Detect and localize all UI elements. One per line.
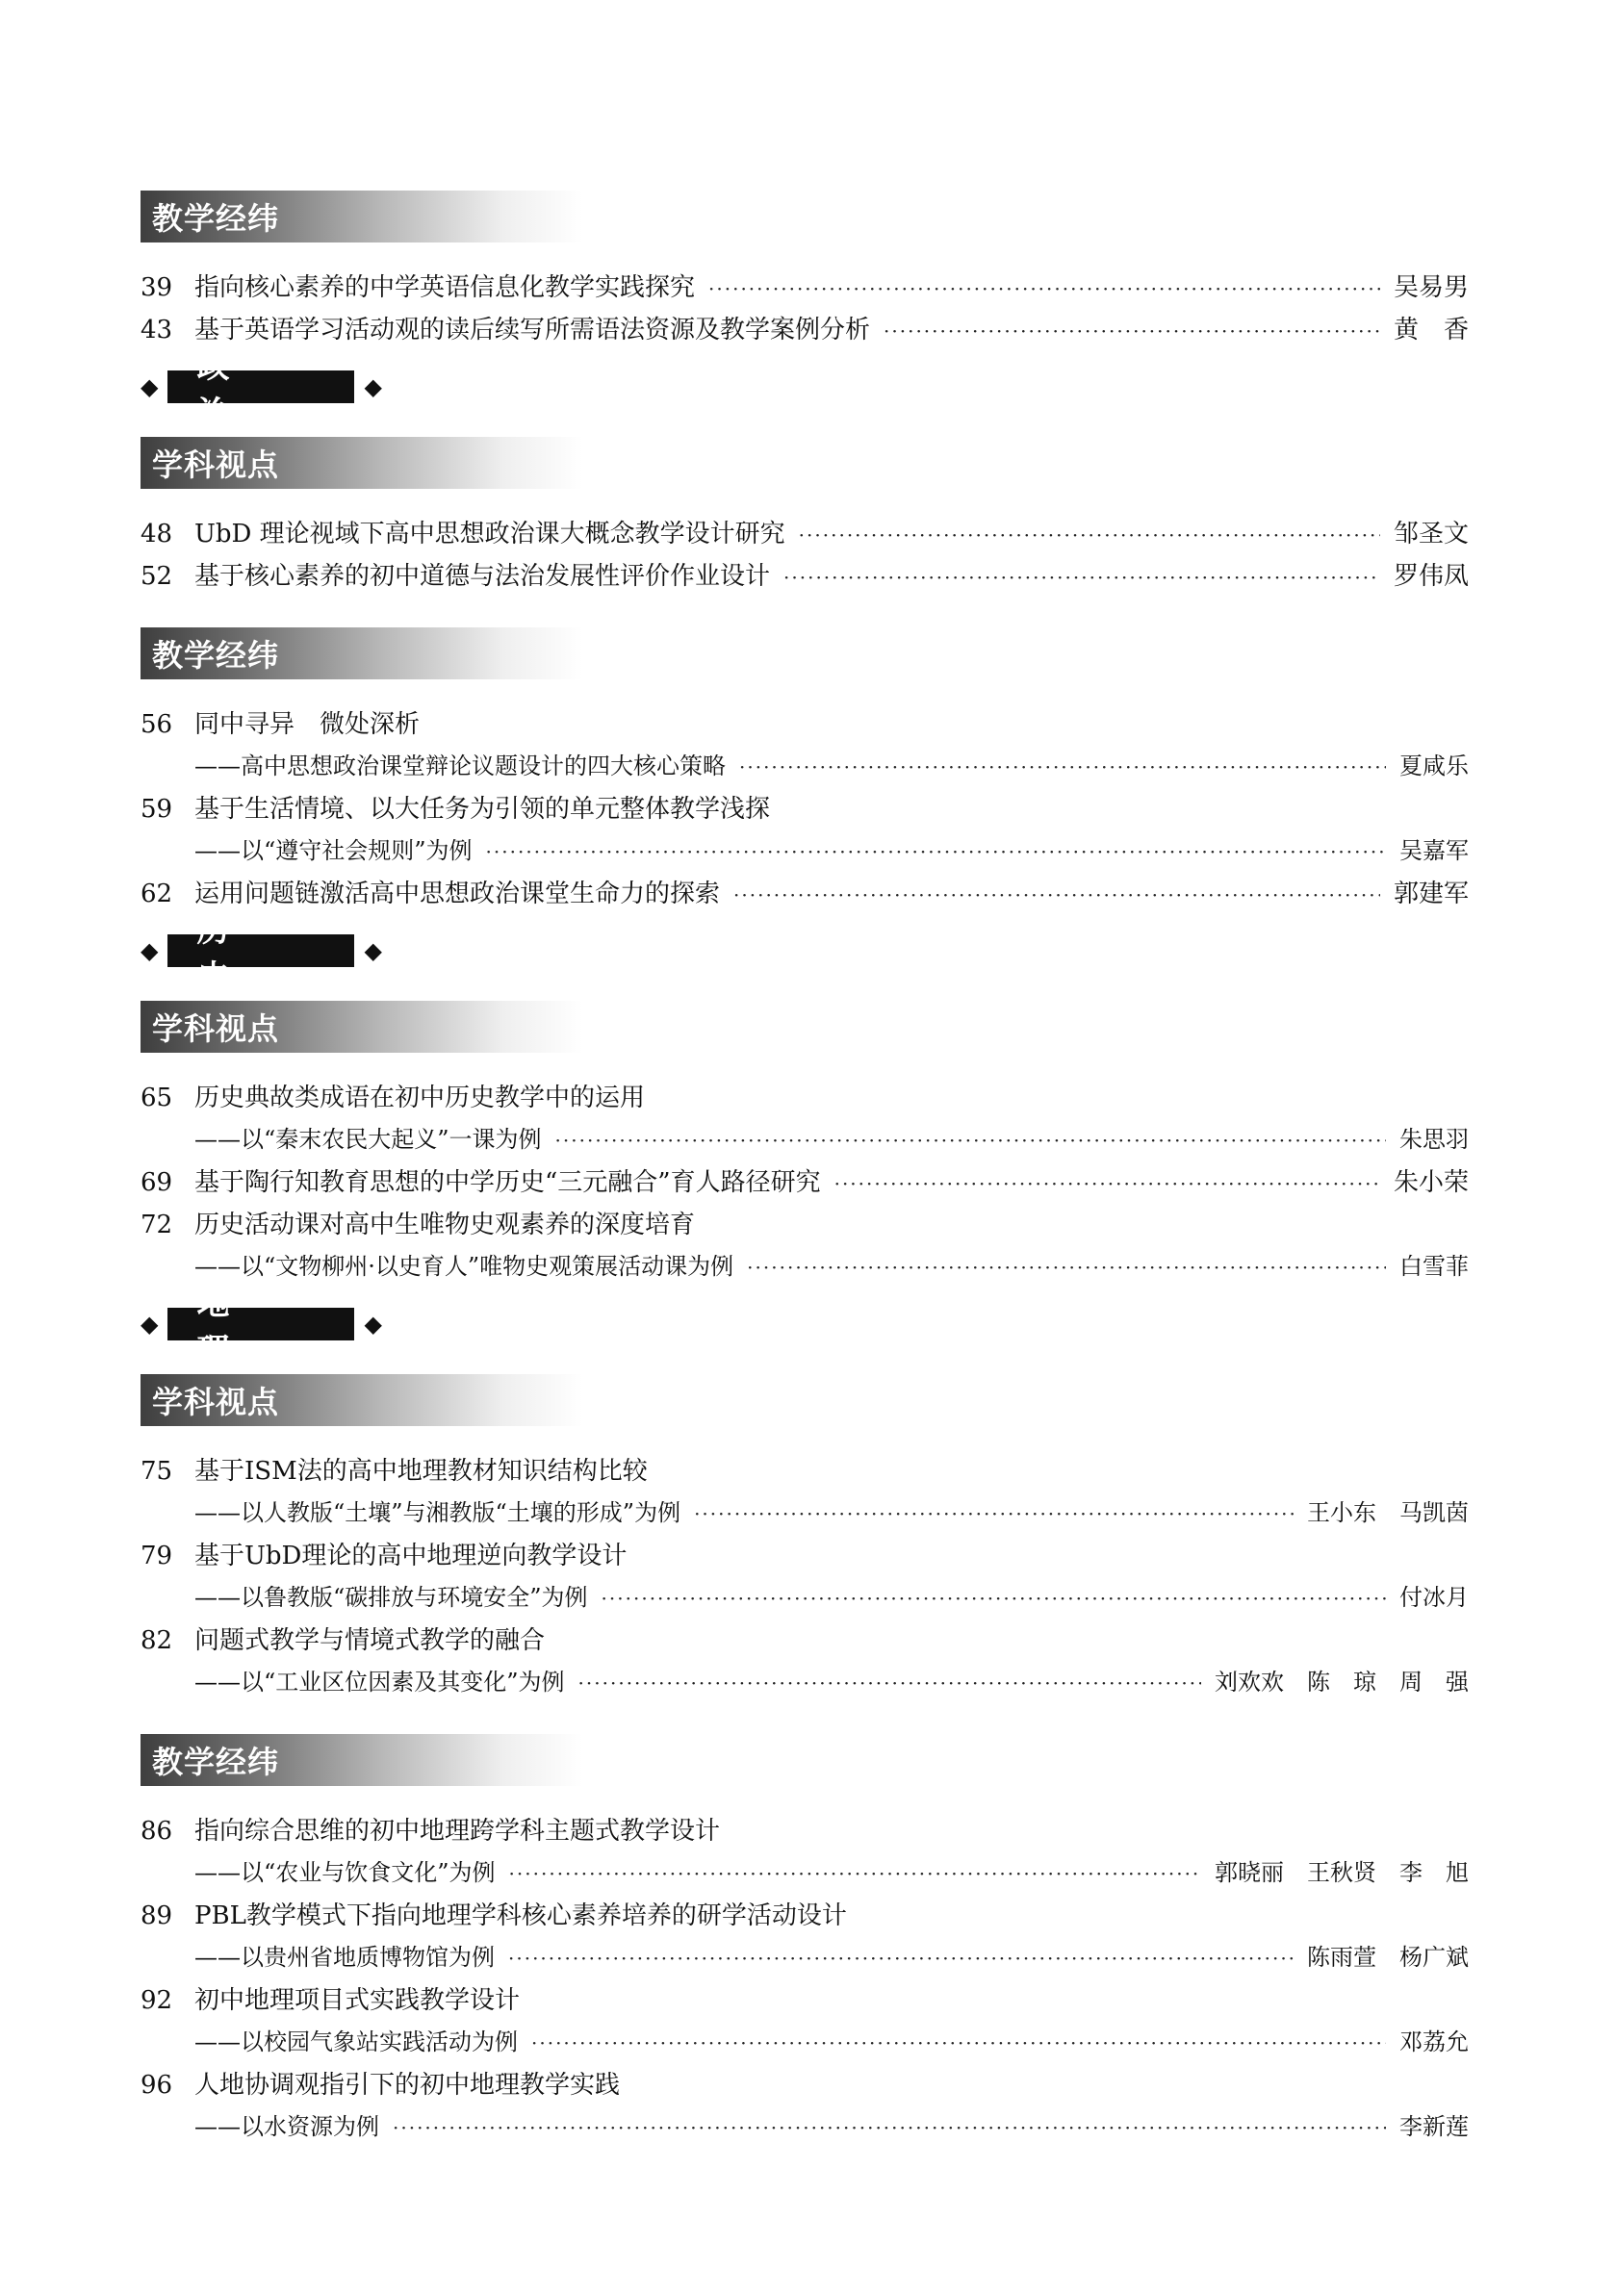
article-subtitle: ——以“农业与饮食文化”为例 <box>194 1859 496 1886</box>
article-subtitle: ——以校园气象站实践活动为例 <box>194 2028 518 2055</box>
section-header <box>141 191 583 242</box>
section-header <box>141 1001 583 1053</box>
toc-entry-subtitle[interactable] <box>141 1853 1469 1896</box>
article-title: 基于生活情境、以大任务为引领的单元整体教学浅探 <box>194 795 771 824</box>
leader-dots <box>708 277 1380 300</box>
section-header <box>141 1734 583 1786</box>
article-author: 付冰月 <box>1399 1584 1469 1611</box>
page-number: 89 <box>141 1901 173 1930</box>
article-title: 指向综合思维的初中地理跨学科主题式教学设计 <box>194 1817 721 1846</box>
article-title: 运用问题链激活高中思想政治课堂生命力的探索 <box>194 880 721 908</box>
toc-entry-subtitle[interactable] <box>141 2107 1469 2150</box>
page-number: 96 <box>141 2071 173 2100</box>
toc-entry[interactable] <box>141 1162 1469 1205</box>
diamond-icon: ◆ <box>141 1311 159 1338</box>
article-subtitle: ——以“工业区位因素及其变化”为例 <box>194 1669 565 1696</box>
article-author: 王小东 马凯茵 <box>1307 1499 1469 1526</box>
toc-entry[interactable] <box>141 1451 1469 1493</box>
diamond-icon: ◆ <box>364 1311 382 1338</box>
article-author: 邓荔允 <box>1399 2028 1469 2055</box>
subject-header <box>141 1285 1469 1370</box>
article-title: 指向核心素养的中学英语信息化教学实践探究 <box>194 273 696 302</box>
subject-title: 地 理 <box>167 1308 354 1340</box>
page-number: 72 <box>141 1211 173 1239</box>
diamond-icon: ◆ <box>364 373 382 400</box>
subject-group <box>141 347 1469 916</box>
toc-entry[interactable] <box>141 1205 1469 1247</box>
toc-entry-subtitle[interactable] <box>141 1493 1469 1536</box>
article-author: 邹圣文 <box>1393 520 1469 548</box>
article-title: 基于ISM法的高中地理教材知识结构比较 <box>194 1457 648 1486</box>
article-author: 罗伟凤 <box>1393 562 1469 591</box>
toc-entry[interactable] <box>141 1896 1469 1938</box>
article-author: 刘欢欢 陈 琼 周 强 <box>1215 1669 1469 1696</box>
subject-group <box>141 911 1469 1289</box>
toc-entry[interactable] <box>141 2065 1469 2107</box>
leader-dots <box>884 319 1380 343</box>
toc-entry-subtitle[interactable] <box>141 831 1469 874</box>
subject-group <box>141 191 1469 352</box>
section-title: 学科视点 <box>152 1384 280 1420</box>
leader-dots <box>393 2116 1386 2139</box>
article-author: 陈雨萱 杨广斌 <box>1307 1944 1469 1971</box>
article-subtitle: ——以水资源为例 <box>194 2113 379 2140</box>
article-title: 基于UbD理论的高中地理逆向教学设计 <box>194 1542 628 1570</box>
leader-dots <box>555 1129 1386 1152</box>
article-title: 历史活动课对高中生唯物史观素养的深度培育 <box>194 1211 696 1239</box>
diamond-icon: ◆ <box>364 937 382 964</box>
article-author: 朱小荣 <box>1393 1168 1469 1197</box>
toc-entry-subtitle[interactable] <box>141 1663 1469 1705</box>
page-number: 43 <box>141 316 173 344</box>
page-number: 48 <box>141 520 173 548</box>
leader-dots <box>602 1587 1386 1610</box>
subject-title: 历 史 <box>167 934 354 967</box>
article-title: 人地协调观指引下的初中地理教学实践 <box>194 2071 621 2100</box>
article-author: 朱思羽 <box>1399 1126 1469 1153</box>
leader-dots <box>747 1256 1386 1279</box>
page-number: 69 <box>141 1168 173 1197</box>
toc-entry[interactable] <box>141 1078 1469 1120</box>
page-number: 59 <box>141 795 173 824</box>
toc-entry[interactable] <box>141 1620 1469 1663</box>
leader-dots <box>509 1862 1201 1885</box>
article-title: UbD 理论视域下高中思想政治课大概念教学设计研究 <box>194 520 785 548</box>
article-subtitle: ——高中思想政治课堂辩论议题设计的四大核心策略 <box>194 753 726 779</box>
leader-dots <box>694 1502 1294 1525</box>
leader-dots <box>508 1947 1294 1970</box>
leader-dots <box>531 2031 1386 2054</box>
toc-entry[interactable] <box>141 556 1469 599</box>
leader-dots <box>486 840 1386 863</box>
toc-entry[interactable] <box>141 1811 1469 1853</box>
leader-dots <box>578 1671 1201 1695</box>
article-subtitle: ——以鲁教版“碳排放与环境安全”为例 <box>194 1584 588 1611</box>
article-subtitle: ——以“遵守社会规则”为例 <box>194 837 473 864</box>
article-author: 李新莲 <box>1399 2113 1469 2140</box>
section-title: 教学经纬 <box>152 1744 280 1780</box>
diamond-icon: ◆ <box>141 373 159 400</box>
article-subtitle: ——以“秦末农民大起义”一课为例 <box>194 1126 542 1153</box>
section-title: 学科视点 <box>152 446 280 483</box>
page-number: 56 <box>141 710 173 739</box>
article-title: 历史典故类成语在初中历史教学中的运用 <box>194 1084 646 1112</box>
article-title: 基于陶行知教育思想的中学历史“三元融合”育人路径研究 <box>194 1168 821 1197</box>
section-title: 学科视点 <box>152 1010 280 1047</box>
leader-dots <box>783 566 1380 589</box>
toc-entry[interactable] <box>141 789 1469 831</box>
toc-entry[interactable] <box>141 514 1469 556</box>
page-number: 65 <box>141 1084 173 1112</box>
article-author: 郭晓丽 王秋贤 李 旭 <box>1215 1859 1469 1886</box>
subject-title: 政 治 <box>167 370 354 403</box>
article-title: 初中地理项目式实践教学设计 <box>194 1986 521 2015</box>
page-number: 82 <box>141 1626 173 1655</box>
article-author: 夏咸乐 <box>1399 753 1469 779</box>
article-subtitle: ——以贵州省地质博物馆为例 <box>194 1944 495 1971</box>
leader-dots <box>739 755 1386 778</box>
page-number: 92 <box>141 1986 173 2015</box>
article-subtitle: ——以“文物柳州·以史育人”唯物史观策展活动课为例 <box>194 1253 734 1280</box>
diamond-icon: ◆ <box>141 937 159 964</box>
article-author: 吴嘉军 <box>1399 837 1469 864</box>
subject-group <box>141 1285 1469 2150</box>
article-author: 白雪菲 <box>1399 1253 1469 1280</box>
subject-header <box>141 911 1469 997</box>
article-author: 吴易男 <box>1393 273 1469 302</box>
section-header <box>141 437 583 489</box>
toc-entry[interactable] <box>141 1980 1469 2023</box>
toc-entry-subtitle[interactable] <box>141 747 1469 789</box>
article-author: 黄 香 <box>1393 316 1469 344</box>
page-number: 52 <box>141 562 173 591</box>
article-author: 郭建军 <box>1393 880 1469 908</box>
article-title: 同中寻异 微处深析 <box>194 710 421 739</box>
table-of-contents <box>141 191 1469 2150</box>
section-header <box>141 627 583 679</box>
article-title: 基于英语学习活动观的读后续写所需语法资源及教学案例分析 <box>194 316 871 344</box>
toc-entry[interactable] <box>141 268 1469 310</box>
article-subtitle: ——以人教版“土壤”与湘教版“土壤的形成”为例 <box>194 1499 681 1526</box>
section-title: 教学经纬 <box>152 637 280 674</box>
section-header <box>141 1374 583 1426</box>
page-number: 62 <box>141 880 173 908</box>
article-title: 基于核心素养的初中道德与法治发展性评价作业设计 <box>194 562 771 591</box>
leader-dots <box>834 1172 1380 1195</box>
page-number: 79 <box>141 1542 173 1570</box>
section-title: 教学经纬 <box>152 200 280 237</box>
leader-dots <box>799 523 1380 547</box>
article-title: 问题式教学与情境式教学的融合 <box>194 1626 546 1655</box>
toc-entry-subtitle[interactable] <box>141 2023 1469 2065</box>
page-number: 75 <box>141 1457 173 1486</box>
page-number: 86 <box>141 1817 173 1846</box>
article-title: PBL教学模式下指向地理学科核心素养培养的研学活动设计 <box>194 1901 847 1930</box>
toc-entry-subtitle[interactable] <box>141 1578 1469 1620</box>
toc-entry-subtitle[interactable] <box>141 1120 1469 1162</box>
leader-dots <box>733 883 1380 906</box>
page-number: 39 <box>141 273 173 302</box>
toc-entry-subtitle[interactable] <box>141 1938 1469 1980</box>
toc-entry[interactable] <box>141 1536 1469 1578</box>
subject-header <box>141 347 1469 433</box>
toc-entry[interactable] <box>141 704 1469 747</box>
